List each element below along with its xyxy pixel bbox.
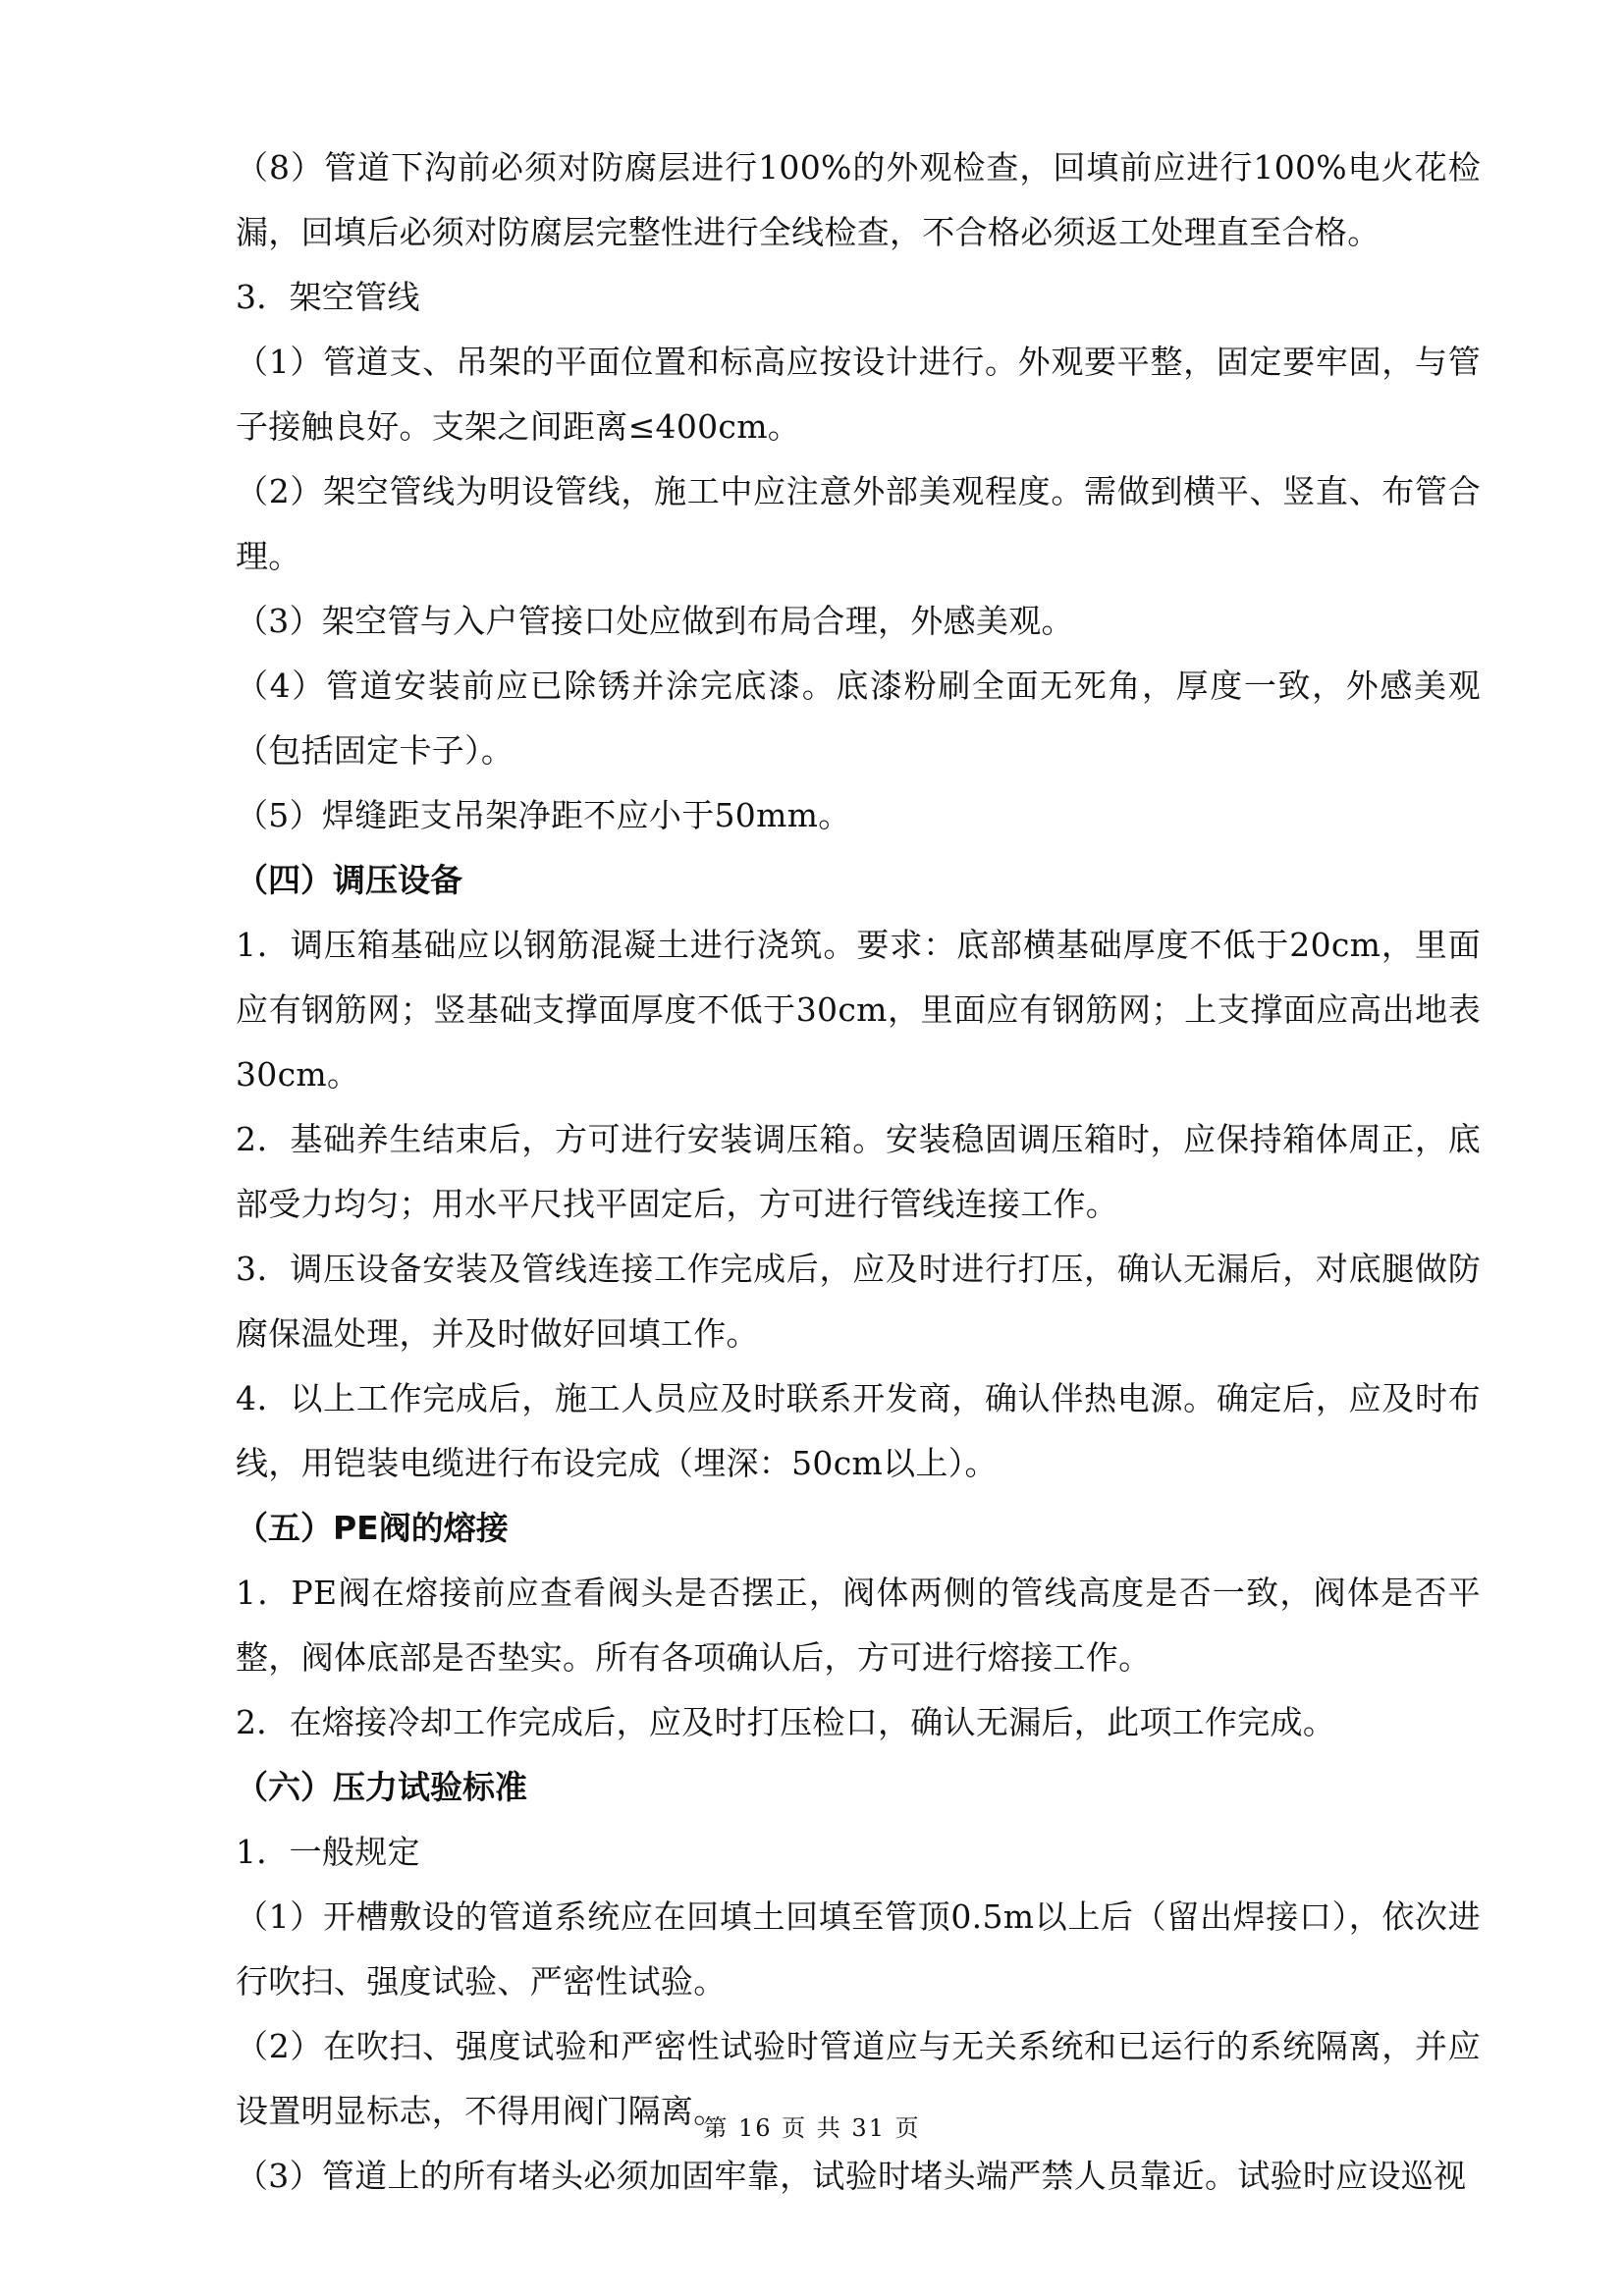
paragraph: （1）管道支、吊架的平面位置和标高应按设计进行。外观要平整，固定要牢固，与管子接触良好。支架之间距离≤400cm。 <box>236 343 1481 446</box>
paragraph: （4）管道安装前应已除锈并涂完底漆。底漆粉刷全面无死角，厚度一致，外感美观（包括固定卡子）。 <box>236 667 1481 770</box>
paragraph: （1）开槽敷设的管道系统应在回填土回填至管顶0.5m以上后（留出焊接口），依次进行吹扫、强度试验、严密性试验。 <box>236 1897 1481 2001</box>
paragraph: （2）架空管线为明设管线，施工中应注意外部美观程度。需做到横平、竖直、布管合理。 <box>236 472 1481 575</box>
paragraph: 4．以上工作完成后，施工人员应及时联系开发商，确认伴热电源。确定后，应及时布线，用铠装电缆进行布设完成（埋深：50cm以上）。 <box>236 1379 1481 1482</box>
section-heading: （五）PE阀的熔接 <box>236 1509 509 1547</box>
paragraph: 1．调压箱基础应以钢筋混凝土进行浇筑。要求：底部横基础厚度不低于20cm，里面应有钢筋网；竖基础支撑面厚度不低于30cm，里面应有钢筋网；上支撑面应高出地表30cm。 <box>236 926 1481 1094</box>
paragraph: 1．PE阀在熔接前应查看阀头是否摆正，阀体两侧的管线高度是否一致，阀体是否平整，阀体底部是否垫实。所有各项确认后，方可进行熔接工作。 <box>236 1574 1481 1677</box>
subsection-title: 3．架空管线 <box>236 278 420 316</box>
paragraph: （8）管道下沟前必须对防腐层进行100%的外观检查，回填前应进行100%电火花检漏，回填后必须对防腐层完整性进行全线检查，不合格必须返工处理直至合格。 <box>236 148 1481 251</box>
paragraph: 2．基础养生结束后，方可进行安装调压箱。安装稳固调压箱时，应保持箱体周正，底部受力均匀；用水平尺找平固定后，方可进行管线连接工作。 <box>236 1120 1481 1223</box>
paragraph: （2）在吹扫、强度试验和严密性试验时管道应与无关系统和已运行的系统隔离，并应设置明显标志，不得用阀门隔离。 <box>236 2027 1481 2130</box>
document-body <box>236 135 1481 2209</box>
section-heading: （六）压力试验标准 <box>236 1768 527 1806</box>
paragraph: 3．调压设备安装及管线连接工作完成后，应及时进行打压，确认无漏后，对底腿做防腐保温处理，并及时做好回填工作。 <box>236 1250 1481 1353</box>
paragraph: 2．在熔接冷却工作完成后，应及时打压检口，确认无漏后，此项工作完成。 <box>236 1703 1336 1741</box>
subsection-title: 1．一般规定 <box>236 1833 420 1871</box>
paragraph: （5）焊缝距支吊架净距不应小于50mm。 <box>236 796 851 834</box>
paragraph: （3）管道上的所有堵头必须加固牢靠，试验时堵头端严禁人员靠近。试验时应设巡视 <box>236 2157 1467 2195</box>
page-footer: 第 16 页 共 31 页 <box>703 2114 921 2142</box>
section-heading: （四）调压设备 <box>236 861 462 899</box>
paragraph: （3）架空管与入户管接口处应做到布局合理，外感美观。 <box>236 602 1074 640</box>
